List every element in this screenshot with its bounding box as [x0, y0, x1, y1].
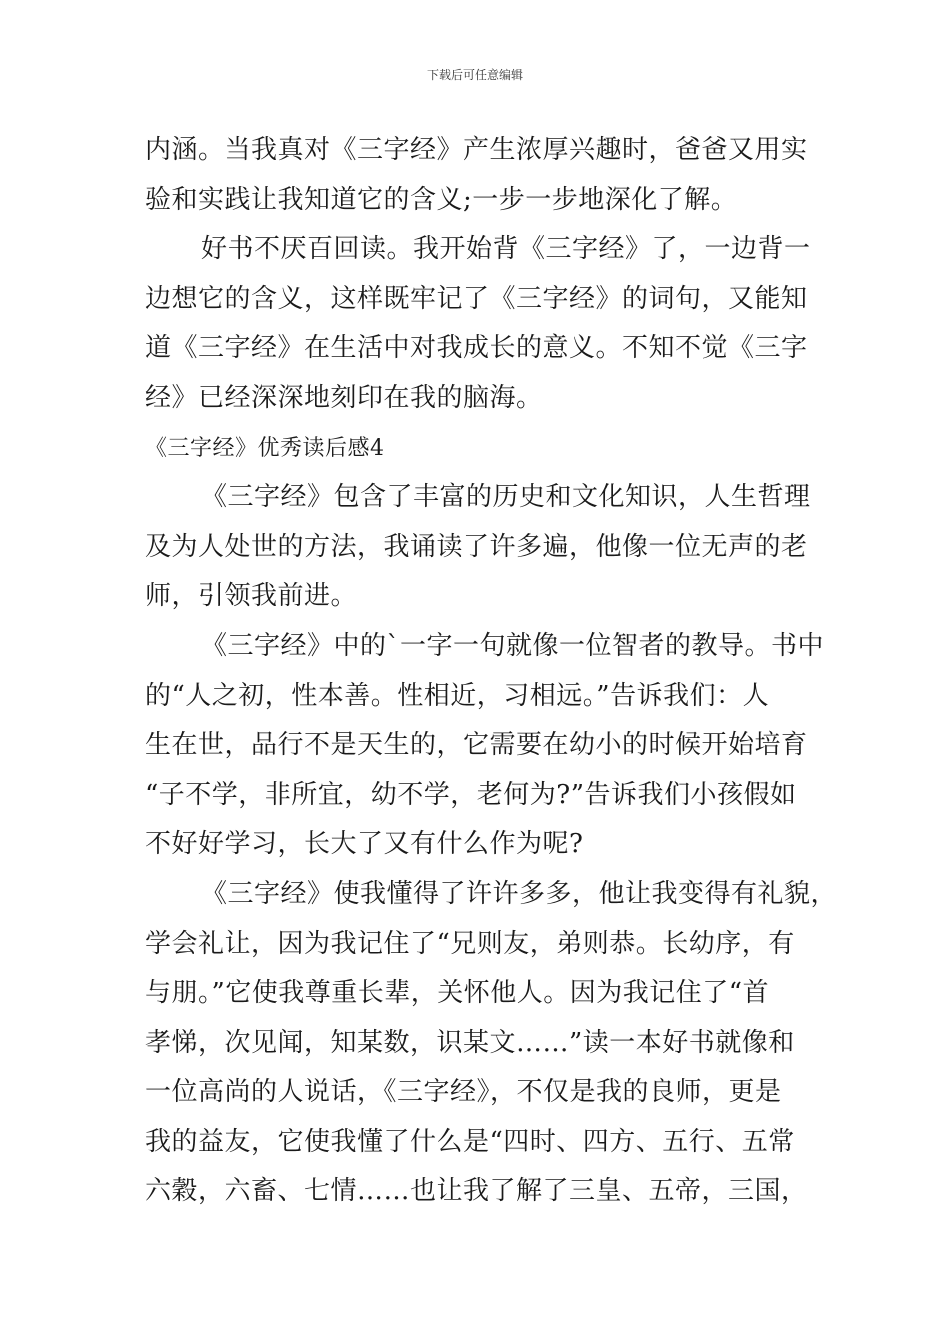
text-line: 及为人处世的方法，我诵读了许多遍，他像一位无声的老: [145, 531, 808, 562]
text-line: “子不学，非所宜，幼不学，老何为?”告诉我们小孩假如: [145, 779, 797, 810]
text-line: 与朋。”它使我尊重长辈，关怀他人。因为我记住了“首: [145, 978, 770, 1009]
page-header: 下载后可任意编辑: [426, 68, 523, 82]
text-line: 边想它的含义，这样既牢记了《三字经》的词句，又能知: [145, 283, 808, 314]
section-title: 《三字经》优秀读后感4: [145, 435, 385, 461]
text-line: 一位高尚的人说话，《三字经》，不仅是我的良师，更是: [145, 1077, 782, 1108]
text-line: 学会礼让，因为我记住了“兄则友，弟则恭。长幼序，有: [145, 928, 795, 959]
text-line: 《三字经》使我懂得了许许多多，他让我变得有礼貌，: [201, 878, 838, 909]
text-line: 《三字经》中的`一字一句就像一位智者的教导。书中: [201, 630, 825, 661]
text-line: 《三字经》包含了丰富的历史和文化知识，人生哲理: [201, 482, 811, 513]
text-line: 内涵。当我真对《三字经》产生浓厚兴趣时，爸爸又用实: [145, 135, 808, 165]
text-line: 的“人之初，性本善。性相近，习相远。”告诉我们：人: [145, 680, 770, 711]
text-line: 道《三字经》在生活中对我成长的意义。不知不觉《三字: [145, 333, 808, 364]
text-line: 验和实践让我知道它的含义;一步一步地深化了解。: [145, 184, 738, 215]
text-line: 经》已经深深地刻印在我的脑海。: [145, 382, 543, 413]
text-line: 孝悌，次见闻，知某数，识某文……”读一本好书就像和: [145, 1027, 795, 1058]
text-line: 师，引领我前进。: [145, 581, 358, 612]
text-line: 不好好学习，长大了又有什么作为呢?: [145, 829, 584, 860]
text-line: 六穀，六畜、七情……也让我了解了三皇、五帝，三国，: [145, 1176, 808, 1207]
text-line: 好书不厌百回读。我开始背《三字经》了，一边背一: [201, 234, 811, 265]
text-line: 生在世，品行不是天生的，它需要在幼小的时候开始培育: [145, 730, 808, 761]
text-line: 我的益友，它使我懂了什么是“四时、四方、五行、五常: [145, 1126, 795, 1157]
document-body: [145, 126, 838, 1217]
